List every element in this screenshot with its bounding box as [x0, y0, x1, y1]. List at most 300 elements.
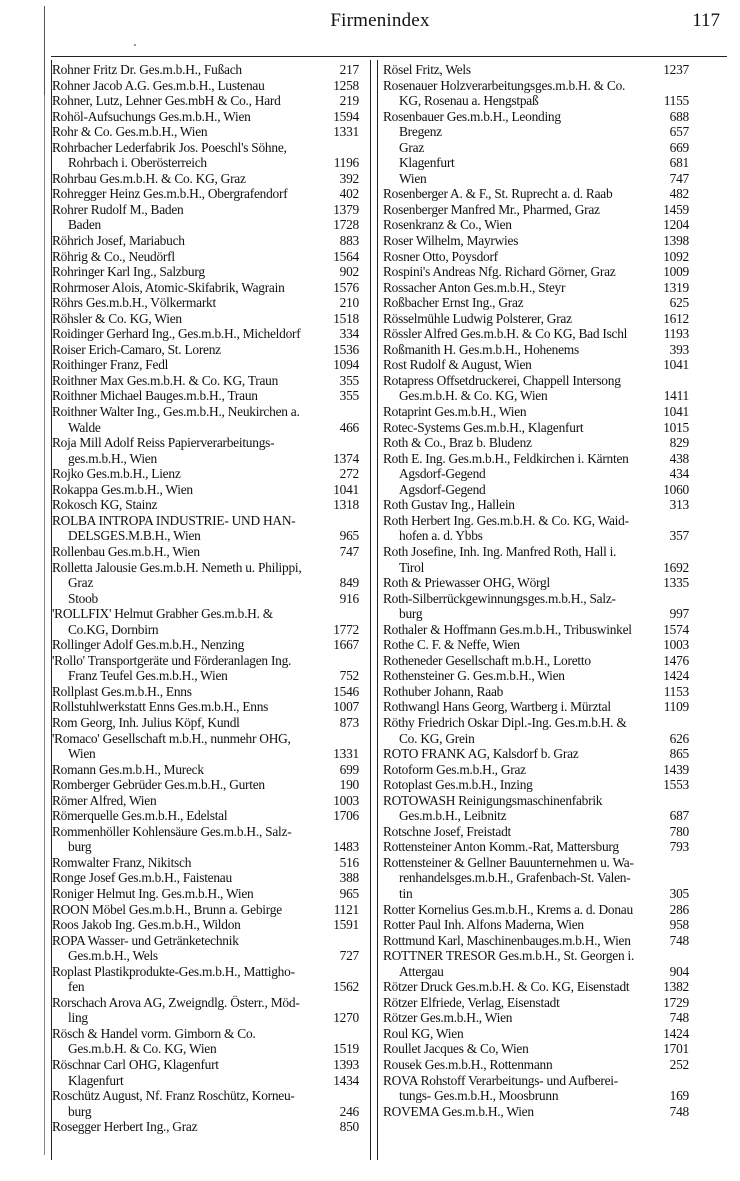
entry-page-ref: 1003 [333, 792, 359, 808]
entry-name: Rösel Fritz, Wels [383, 62, 471, 77]
index-entry [52, 388, 359, 404]
entry-name: ROVEMA Ges.m.b.H., Wien [383, 1103, 534, 1119]
entry-page-ref: 1193 [663, 326, 689, 342]
entry-name: Rosegger Herbert Ing., Graz [52, 1119, 198, 1135]
entry-page-ref: 1060 [663, 481, 689, 497]
index-entry [383, 1026, 689, 1042]
index-entry [383, 668, 689, 684]
entry-name: Roschütz August, Nf. Franz Roschütz, Korneu- [52, 1088, 295, 1104]
index-entry [52, 964, 359, 995]
entry-continuation: DELSGES.M.B.H., Wien [68, 528, 201, 544]
entry-page-ref: 688 [669, 108, 689, 124]
entry-page-ref: 1331 [333, 124, 359, 140]
entry-name: Wien [399, 170, 427, 186]
entry-page-ref: 727 [339, 948, 359, 964]
index-entry [52, 280, 359, 296]
index-entry [52, 264, 359, 280]
index-entry [383, 466, 689, 482]
entry-page-ref: 1318 [333, 497, 359, 513]
entry-page-ref: 1728 [333, 217, 359, 233]
entry-continuation: Tirol [399, 559, 425, 575]
entry-page-ref: 190 [339, 777, 359, 793]
index-entry [52, 1088, 359, 1119]
entry-name: Römer Alfred, Wien [52, 792, 157, 808]
entry-name: ROLBA INTROPA INDUSTRIE- UND HAN- [52, 512, 296, 528]
entry-page-ref: 355 [339, 372, 359, 388]
entry-page-ref: 1459 [663, 201, 689, 217]
index-entry [52, 482, 359, 498]
entry-continuation: Walde [68, 419, 101, 435]
index-entry [52, 93, 359, 109]
entry-page-ref: 747 [669, 170, 689, 186]
index-entry [52, 808, 359, 824]
entry-name: Rotheneder Gesellschaft m.b.H., Loretto [383, 652, 591, 668]
entry-page-ref: 1204 [663, 217, 689, 233]
entry-name: Rohner Jacob A.G. Ges.m.b.H., Lustenau [52, 77, 265, 93]
entry-page-ref: 681 [669, 155, 689, 171]
entry-page-ref: 219 [339, 93, 359, 109]
entry-name: Rösselmühle Ludwig Polsterer, Graz [383, 310, 572, 326]
entry-name: Rotec-Systems Ges.m.b.H., Klagenfurt [383, 419, 584, 435]
entry-page-ref: 626 [669, 730, 689, 746]
entry-name: Roth Herbert Ing. Ges.m.b.H. & Co. KG, Waid- [383, 512, 629, 528]
entry-page-ref: 793 [669, 839, 689, 855]
page-binding-edge-lower [44, 95, 45, 1155]
entry-page-ref: 1041 [663, 404, 689, 420]
entry-name: Roullet Jacques & Co, Wien [383, 1041, 529, 1057]
entry-continuation: ges.m.b.H., Wien [68, 450, 157, 466]
entry-name: Roth & Priewasser OHG, Wörgl [383, 575, 550, 591]
index-entry [52, 699, 359, 715]
entry-name: Röhrig & Co., Neudörfl [52, 248, 175, 264]
center-column-rule-2 [377, 60, 378, 1160]
entry-page-ref: 904 [669, 963, 689, 979]
index-entry [52, 171, 359, 187]
entry-page-ref: 1612 [663, 310, 689, 326]
entry-name: Rotschne Josef, Freistadt [383, 823, 512, 839]
entry-name: Romwalter Franz, Nikitsch [52, 854, 192, 870]
index-entry [383, 497, 689, 513]
entry-page-ref: 965 [339, 528, 359, 544]
entry-page-ref: 1237 [663, 62, 689, 77]
entry-page-ref: 252 [669, 1057, 689, 1072]
entry-page-ref: 747 [339, 543, 359, 559]
entry-name: Rotter Paul Inh. Alfons Maderna, Wien [383, 917, 584, 933]
entry-name: Rokosch KG, Stainz [52, 497, 158, 513]
entry-name: Roth E. Ing. Ges.m.b.H., Feldkirchen i. Kärnten [383, 450, 629, 466]
entry-continuation: Attergau [399, 963, 444, 979]
entry-name: Rothwangl Hans Georg, Wartberg i. Mürztal [383, 699, 611, 715]
index-entry [52, 326, 359, 342]
entry-continuation: ling [68, 1010, 88, 1026]
entry-name: Röthy Friedrich Oskar Dipl.-Ing. Ges.m.b.H. & [383, 714, 627, 730]
index-entry [52, 513, 359, 544]
entry-name: Rosenkranz & Co., Wien [383, 217, 512, 233]
entry-name: Rotaprint Ges.m.b.H., Wien [383, 404, 527, 420]
index-entry [52, 249, 359, 265]
index-entry [52, 217, 359, 233]
entry-continuation: fen [68, 979, 85, 995]
index-entry [52, 202, 359, 218]
entry-name: Rohrbau Ges.m.b.H. & Co. KG, Graz [52, 170, 246, 186]
index-entry [383, 591, 689, 622]
entry-name: Roja Mill Adolf Reiss Papierverarbeitungs- [52, 435, 275, 451]
index-entry [383, 280, 689, 296]
entry-page-ref: 1562 [333, 979, 359, 995]
entry-page-ref: 169 [669, 1088, 689, 1104]
entry-continuation: Rohrbach i. Oberösterreich [68, 155, 207, 171]
index-entry [52, 311, 359, 327]
entry-page-ref: 1701 [663, 1041, 689, 1057]
entry-page-ref: 657 [669, 124, 689, 140]
entry-name: Romann Ges.m.b.H., Mureck [52, 761, 204, 777]
entry-name: Rotoplast Ges.m.b.H., Inzing [383, 777, 533, 793]
entry-page-ref: 1536 [333, 341, 359, 357]
entry-page-ref: 1439 [663, 761, 689, 777]
entry-name: ROTO FRANK AG, Kalsdorf b. Graz [383, 746, 579, 762]
entry-page-ref: 1121 [333, 901, 359, 917]
page-header [0, 10, 740, 36]
index-entry [52, 824, 359, 855]
entry-page-ref: 1576 [333, 279, 359, 295]
entry-continuation: Franz Teufel Ges.m.b.H., Wien [68, 668, 228, 684]
entry-page-ref: 305 [669, 885, 689, 901]
index-entry [383, 855, 689, 902]
entry-page-ref: 272 [339, 466, 359, 482]
index-entry [383, 217, 689, 233]
entry-page-ref: 1007 [333, 699, 359, 715]
entry-name: Roth Josefine, Inh. Ing. Manfred Roth, Hall i. [383, 543, 617, 559]
index-entry [383, 715, 689, 746]
entry-continuation: Co. KG, Grein [399, 730, 475, 746]
entry-name: 'ROLLFIX' Helmut Grabher Ges.m.b.H. & [52, 606, 273, 622]
index-entry [52, 870, 359, 886]
entry-page-ref: 1094 [333, 357, 359, 373]
entry-continuation: Ges.m.b.H., Wels [68, 948, 158, 964]
index-entry [383, 575, 689, 591]
entry-name: Rothensteiner G. Ges.m.b.H., Wien [383, 668, 565, 684]
index-entry [52, 684, 359, 700]
entry-page-ref: 829 [669, 435, 689, 451]
index-entry [383, 1010, 689, 1026]
entry-continuation: Ges.m.b.H. & Co. KG, Wien [68, 1041, 217, 1057]
entry-name: Rosenbauer Ges.m.b.H., Leonding [383, 108, 561, 124]
index-entry [52, 855, 359, 871]
entry-page-ref: 1483 [333, 839, 359, 855]
index-entry [383, 451, 689, 467]
index-entry [383, 171, 689, 187]
index-column-right [383, 62, 689, 1119]
index-entry [383, 637, 689, 653]
entry-page-ref: 1335 [663, 575, 689, 591]
index-entry [52, 373, 359, 389]
print-speck [134, 44, 136, 46]
entry-page-ref: 625 [669, 295, 689, 311]
entry-name: Rollenbau Ges.m.b.H., Wien [52, 543, 200, 559]
entry-name: Roithinger Franz, Fedl [52, 357, 169, 373]
entry-page-ref: 1196 [333, 155, 359, 171]
index-entry [383, 78, 689, 109]
index-entry [383, 902, 689, 918]
entry-page-ref: 849 [339, 575, 359, 591]
entry-page-ref: 1519 [333, 1041, 359, 1057]
index-entry [52, 560, 359, 591]
header-rule [51, 56, 727, 57]
entry-page-ref: 1411 [663, 388, 689, 404]
entry-name: Roniger Helmut Ing. Ges.m.b.H., Wien [52, 885, 254, 901]
entry-continuation: hofen a. d. Ybbs [399, 528, 483, 544]
entry-page-ref: 246 [339, 1103, 359, 1119]
entry-name: Rotoform Ges.m.b.H., Graz [383, 761, 526, 777]
entry-name: Rohöl-Aufsuchungs Ges.m.b.H., Wien [52, 108, 251, 124]
index-entry [383, 155, 689, 171]
entry-name: Agsdorf-Gegend [399, 466, 486, 482]
index-entry [52, 1119, 359, 1135]
entry-name: Rohregger Heinz Ges.m.b.H., Obergrafendorf [52, 186, 288, 202]
entry-page-ref: 1424 [663, 1025, 689, 1041]
entry-name: Rolletta Jalousie Ges.m.b.H. Nemeth u. Philippi, [52, 559, 302, 575]
entry-name: Stoob [68, 590, 99, 606]
entry-page-ref: 1398 [663, 233, 689, 249]
index-entry [52, 637, 359, 653]
entry-page-ref: 1434 [333, 1072, 359, 1088]
entry-name: Rosenberger Manfred Mr., Pharmed, Graz [383, 201, 600, 217]
entry-name: ROVA Rohstoff Verarbeitungs- und Aufberei- [383, 1072, 618, 1088]
entry-page-ref: 434 [669, 466, 689, 482]
index-entry [383, 979, 689, 995]
entry-page-ref: 1015 [663, 419, 689, 435]
entry-name: Rotter Kornelius Ges.m.b.H., Krems a. d. Donau [383, 901, 633, 917]
entry-page-ref: 748 [669, 1010, 689, 1026]
entry-name: Roth Gustav Ing., Hallein [383, 497, 515, 513]
index-entry [383, 420, 689, 436]
entry-page-ref: 1379 [333, 201, 359, 217]
entry-page-ref: 1692 [663, 559, 689, 575]
entry-page-ref: 466 [339, 419, 359, 435]
index-entry [52, 933, 359, 964]
entry-name: Rollstuhlwerkstatt Enns Ges.m.b.H., Enns [52, 699, 269, 715]
entry-name: Rommenhöller Kohlensäure Ges.m.b.H., Salz- [52, 823, 292, 839]
entry-page-ref: 902 [339, 264, 359, 280]
entry-page-ref: 313 [669, 497, 689, 513]
index-entry [383, 1073, 689, 1104]
entry-page-ref: 1041 [333, 481, 359, 497]
entry-name: Rospini's Andreas Nfg. Richard Görner, Graz [383, 264, 616, 280]
entry-page-ref: 752 [339, 668, 359, 684]
entry-page-ref: 965 [339, 885, 359, 901]
index-entry [383, 404, 689, 420]
index-entry [383, 777, 689, 793]
entry-page-ref: 1319 [663, 279, 689, 295]
entry-page-ref: 1258 [333, 77, 359, 93]
entry-page-ref: 669 [669, 139, 689, 155]
entry-page-ref: 357 [669, 528, 689, 544]
entry-name: Rottensteiner & Gellner Bauunternehmen u. Wa- [383, 854, 634, 870]
index-entry [52, 404, 359, 435]
entry-page-ref: 1706 [333, 808, 359, 824]
index-entry [52, 233, 359, 249]
index-entry [383, 202, 689, 218]
entry-name: Roul KG, Wien [383, 1025, 464, 1041]
entry-name: Rost Rudolf & August, Wien [383, 357, 532, 373]
entry-page-ref: 883 [339, 233, 359, 249]
index-entry [383, 186, 689, 202]
index-entry [52, 591, 359, 607]
entry-name: Rossacher Anton Ges.m.b.H., Steyr [383, 279, 566, 295]
index-entry [52, 62, 359, 78]
entry-name: Baden [68, 217, 101, 233]
index-entry [52, 295, 359, 311]
index-entry [383, 513, 689, 544]
index-entry [383, 249, 689, 265]
index-entry [383, 684, 689, 700]
entry-name: Rohrbacher Lederfabrik Jos. Poeschl's Söhne, [52, 139, 287, 155]
entry-page-ref: 1594 [333, 108, 359, 124]
entry-continuation: burg [68, 1103, 92, 1119]
entry-name: Rottensteiner Anton Komm.-Rat, Mattersburg [383, 839, 619, 855]
entry-page-ref: 1382 [663, 979, 689, 995]
index-entry [383, 264, 689, 280]
entry-name: Roßbacher Ernst Ing., Graz [383, 295, 524, 311]
entry-page-ref: 1041 [663, 357, 689, 373]
entry-page-ref: 865 [669, 746, 689, 762]
entry-name: Roithner Max Ges.m.b.H. & Co. KG, Traun [52, 372, 279, 388]
index-entry [52, 140, 359, 171]
entry-page-ref: 1009 [663, 264, 689, 280]
entry-name: Agsdorf-Gegend [399, 481, 486, 497]
index-entry [52, 342, 359, 358]
entry-page-ref: 873 [339, 714, 359, 730]
entry-name: Rohr & Co. Ges.m.b.H., Wien [52, 124, 208, 140]
entry-name: Klagenfurt [399, 155, 455, 171]
entry-name: Graz [399, 139, 425, 155]
entry-name: Rohner, Lutz, Lehner Ges.mbH & Co., Hard [52, 93, 281, 109]
index-entry [383, 233, 689, 249]
entry-name: Roos Jakob Ing. Ges.m.b.H., Wildon [52, 917, 241, 933]
entry-page-ref: 1591 [333, 917, 359, 933]
index-entry [52, 435, 359, 466]
entry-name: Rötzer Druck Ges.m.b.H. & Co. KG, Eisenstadt [383, 979, 630, 995]
index-entry [383, 544, 689, 575]
entry-page-ref: 1518 [333, 310, 359, 326]
entry-name: Roidinger Gerhard Ing., Ges.m.b.H., Micheldorf [52, 326, 301, 342]
entry-page-ref: 438 [669, 450, 689, 466]
entry-name: Rösch & Handel vorm. Gimborn & Co. [52, 1025, 256, 1041]
entry-name: Roplast Plastikprodukte-Ges.m.b.H., Mattigho- [52, 963, 295, 979]
index-entry [383, 933, 689, 949]
index-entry [52, 186, 359, 202]
entry-page-ref: 958 [669, 917, 689, 933]
entry-name: Roiser Erich-Camaro, St. Lorenz [52, 341, 221, 357]
index-entry [52, 606, 359, 637]
index-entry [52, 715, 359, 731]
entry-name: ROPA Wasser- und Getränketechnik [52, 932, 239, 948]
entry-page-ref: 388 [339, 870, 359, 886]
index-entry [383, 622, 689, 638]
index-entry [52, 917, 359, 933]
entry-page-ref: 687 [669, 808, 689, 824]
entry-page-ref: 1546 [333, 683, 359, 699]
page-number: 117 [692, 10, 720, 31]
entry-name: Rotapress Offsetdruckerei, Chappell Intersong [383, 372, 621, 388]
entry-name: Röschnar Carl OHG, Klagenfurt [52, 1057, 219, 1072]
entry-page-ref: 1155 [663, 93, 689, 109]
index-entry [383, 326, 689, 342]
entry-page-ref: 286 [669, 901, 689, 917]
entry-page-ref: 699 [339, 761, 359, 777]
entry-page-ref: 392 [339, 170, 359, 186]
entry-name: Rössler Alfred Ges.m.b.H. & Co KG, Bad Ischl [383, 326, 628, 342]
page-title: Firmenindex [330, 10, 430, 31]
entry-name: Roser Wilhelm, Mayrwies [383, 233, 519, 249]
index-entry [52, 466, 359, 482]
entry-name: Rothe C. F. & Neffe, Wien [383, 637, 520, 653]
index-entry [52, 793, 359, 809]
index-entry [383, 917, 689, 933]
entry-page-ref: 402 [339, 186, 359, 202]
entry-name: Rojko Ges.m.b.H., Lienz [52, 466, 181, 482]
entry-page-ref: 1109 [663, 699, 689, 715]
index-entry [52, 995, 359, 1026]
entry-name: Rosenauer Holzverarbeitungsges.m.b.H. & Co. [383, 77, 626, 93]
entry-page-ref: 217 [339, 62, 359, 77]
entry-name: Rottmund Karl, Maschinenbauges.m.b.H., Wien [383, 932, 631, 948]
index-entry [52, 124, 359, 140]
index-entry [383, 109, 689, 125]
entry-page-ref: 1574 [663, 621, 689, 637]
entry-page-ref: 1331 [333, 746, 359, 762]
index-entry [52, 78, 359, 94]
entry-name: Romberger Gebrüder Ges.m.b.H., Gurten [52, 777, 265, 793]
entry-name: Rohringer Karl Ing., Salzburg [52, 264, 205, 280]
entry-name: Rom Georg, Inh. Julius Köpf, Kundl [52, 714, 240, 730]
index-entry [383, 357, 689, 373]
entry-name: Rokappa Ges.m.b.H., Wien [52, 481, 193, 497]
entry-page-ref: 1374 [333, 450, 359, 466]
entry-name: Rohrmoser Alois, Atomic-Skifabrik, Wagrain [52, 279, 285, 295]
entry-name: Rollinger Adolf Ges.m.b.H., Nenzing [52, 637, 245, 653]
entry-page-ref: 1729 [663, 994, 689, 1010]
entry-name: ROTTNER TRESOR Ges.m.b.H., St. Georgen i. [383, 948, 635, 964]
index-entry [383, 653, 689, 669]
index-entry [383, 435, 689, 451]
index-entry [383, 746, 689, 762]
entry-continuation: tin [399, 885, 413, 901]
entry-page-ref: 393 [669, 341, 689, 357]
entry-continuation: renhandelsges.m.b.H., Grafenbach-St. Valen- [399, 870, 631, 886]
entry-name: Röhrich Josef, Mariabuch [52, 233, 185, 249]
index-entry [52, 1026, 359, 1057]
index-entry [52, 886, 359, 902]
entry-page-ref: 1476 [663, 652, 689, 668]
entry-page-ref: 1553 [663, 777, 689, 793]
entry-name: Rohrer Rudolf M., Baden [52, 201, 184, 217]
entry-page-ref: 1667 [333, 637, 359, 653]
index-entry [383, 1057, 689, 1073]
entry-continuation: burg [68, 839, 92, 855]
index-entry [383, 373, 689, 404]
entry-name: Rollplast Ges.m.b.H., Enns [52, 683, 192, 699]
center-column-rule-1 [370, 60, 371, 1160]
index-entry [383, 140, 689, 156]
index-entry [52, 653, 359, 684]
entry-page-ref: 334 [339, 326, 359, 342]
entry-name: Roth & Co., Braz b. Bludenz [383, 435, 532, 451]
index-entry [383, 793, 689, 824]
entry-page-ref: 748 [669, 932, 689, 948]
entry-page-ref: 780 [669, 823, 689, 839]
entry-name: Rötzer Ges.m.b.H., Wien [383, 1010, 513, 1026]
